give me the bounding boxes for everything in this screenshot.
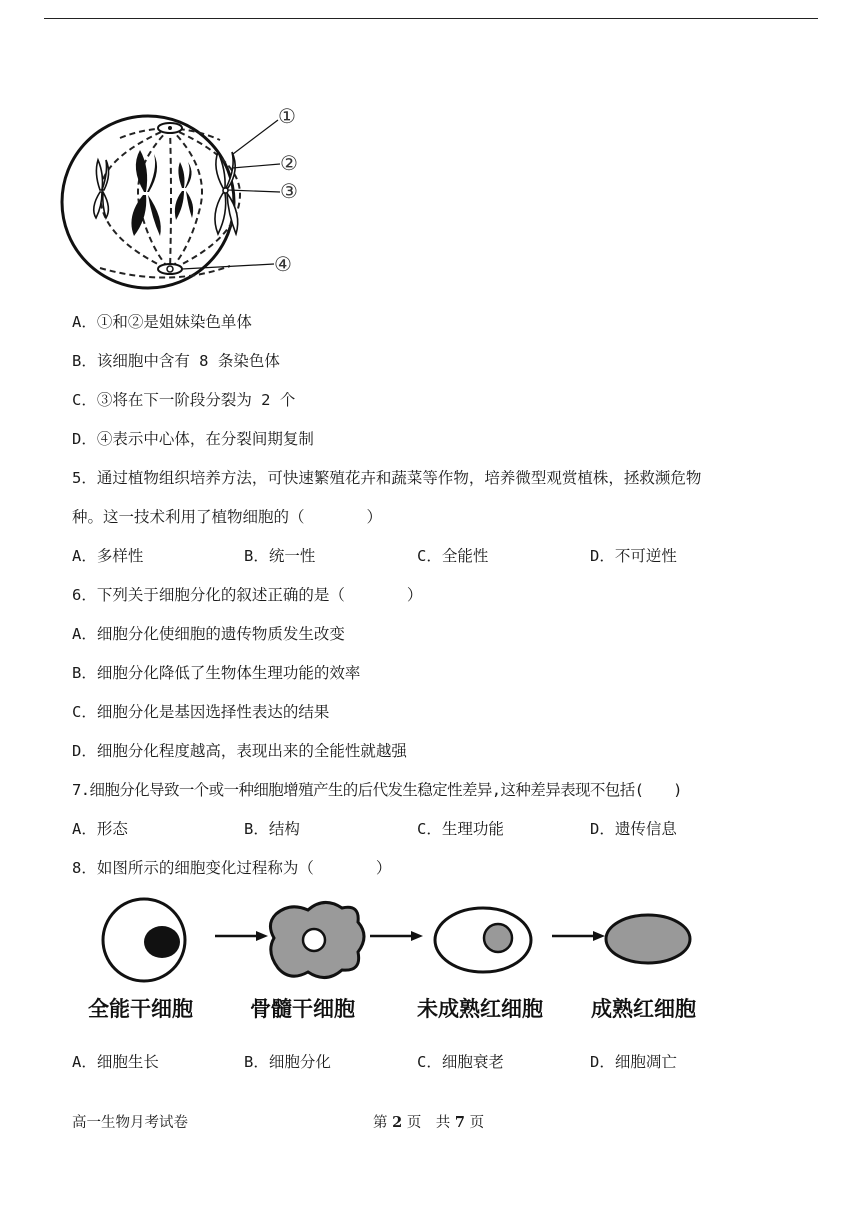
label-3: ③ <box>280 179 298 203</box>
q5-stem-line1: 5．通过植物组织培养方法，可快速繁殖花卉和蔬菜等作物，培养微型观赏植株，拯救濒危物 <box>72 469 702 487</box>
immature-red-cell-shape <box>435 908 531 972</box>
cell-division-figure <box>60 98 310 304</box>
top-centriole <box>158 123 182 133</box>
q6-stem: 6．下列关于细胞分化的叙述正确的是（ ） <box>72 586 423 604</box>
chromosome-left-white <box>94 160 109 218</box>
mature-red-cell-shape <box>606 915 690 963</box>
arrow-2 <box>370 931 423 941</box>
q8-stem: 8．如图所示的细胞变化过程称为（ ） <box>72 859 392 877</box>
q7-option-c: C．生理功能 <box>417 820 504 838</box>
label-4: ④ <box>274 252 292 276</box>
page-suffix: 页 <box>469 1115 485 1131</box>
page-middle: 页 共 <box>406 1115 451 1131</box>
page-total: 7 <box>454 1114 466 1131</box>
q7-stem: 7.细胞分化导致一个或一种细胞增殖产生的后代发生稳定性差异,这种差异表现不包括( ) <box>72 781 682 799</box>
bottom-centriole <box>158 264 182 274</box>
chromosome-small-black <box>175 162 193 220</box>
totipotent-stem-cell-shape <box>103 899 185 981</box>
footer-exam-name: 高一生物月考试卷 <box>72 1115 188 1131</box>
q8-option-b: B．细胞分化 <box>244 1053 331 1071</box>
q6-option-a: A．细胞分化使细胞的遗传物质发生改变 <box>72 625 345 643</box>
q8-option-d: D．细胞凋亡 <box>590 1053 677 1071</box>
label-2: ② <box>280 151 298 175</box>
page-prefix: 第 <box>373 1115 388 1131</box>
q7-option-a: A．形态 <box>72 820 128 838</box>
label-immature-red-cell: 未成熟红细胞 <box>417 996 543 1021</box>
label-mature-red-cell: 成熟红细胞 <box>591 996 696 1021</box>
q8-option-c: C．细胞衰老 <box>417 1053 504 1071</box>
arrow-1 <box>215 931 268 941</box>
q4-option-b: B．该细胞中含有 8 条染色体 <box>72 352 280 370</box>
footer-page-number <box>373 1113 484 1133</box>
q8-option-a: A．细胞生长 <box>72 1053 159 1071</box>
q4-option-a: A．①和②是姐妹染色单体 <box>72 313 252 331</box>
arrow-3 <box>552 931 605 941</box>
label-bone-marrow-stem-cell: 骨髓干细胞 <box>250 996 355 1021</box>
leader-lines <box>182 120 280 269</box>
page-current: 2 <box>392 1114 403 1131</box>
bone-marrow-stem-cell-shape <box>270 902 364 977</box>
q5-option-c: C．全能性 <box>417 547 489 565</box>
chromosome-large-black <box>131 150 160 236</box>
q6-option-c: C．细胞分化是基因选择性表达的结果 <box>72 703 330 721</box>
q7-option-b: B．结构 <box>244 820 300 838</box>
q6-option-d: D．细胞分化程度越高，表现出来的全能性就越强 <box>72 742 407 760</box>
cell-membrane <box>62 116 234 288</box>
q5-option-b: B．统一性 <box>244 547 316 565</box>
q5-option-a: A．多样性 <box>72 547 144 565</box>
q7-option-d: D．遗传信息 <box>590 820 677 838</box>
label-1: ① <box>278 104 296 128</box>
q5-stem-line2: 种。这一技术利用了植物细胞的（ ） <box>72 508 383 526</box>
q6-option-b: B．细胞分化降低了生物体生理功能的效率 <box>72 664 361 682</box>
q4-option-d: D．④表示中心体，在分裂间期复制 <box>72 430 314 448</box>
q5-option-d: D．不可逆性 <box>590 547 677 565</box>
header-rule <box>44 18 818 19</box>
cell-differentiation-figure <box>80 896 720 1026</box>
q4-option-c: C．③将在下一阶段分裂为 2 个 <box>72 391 296 409</box>
label-totipotent-stem-cell: 全能干细胞 <box>88 996 193 1021</box>
